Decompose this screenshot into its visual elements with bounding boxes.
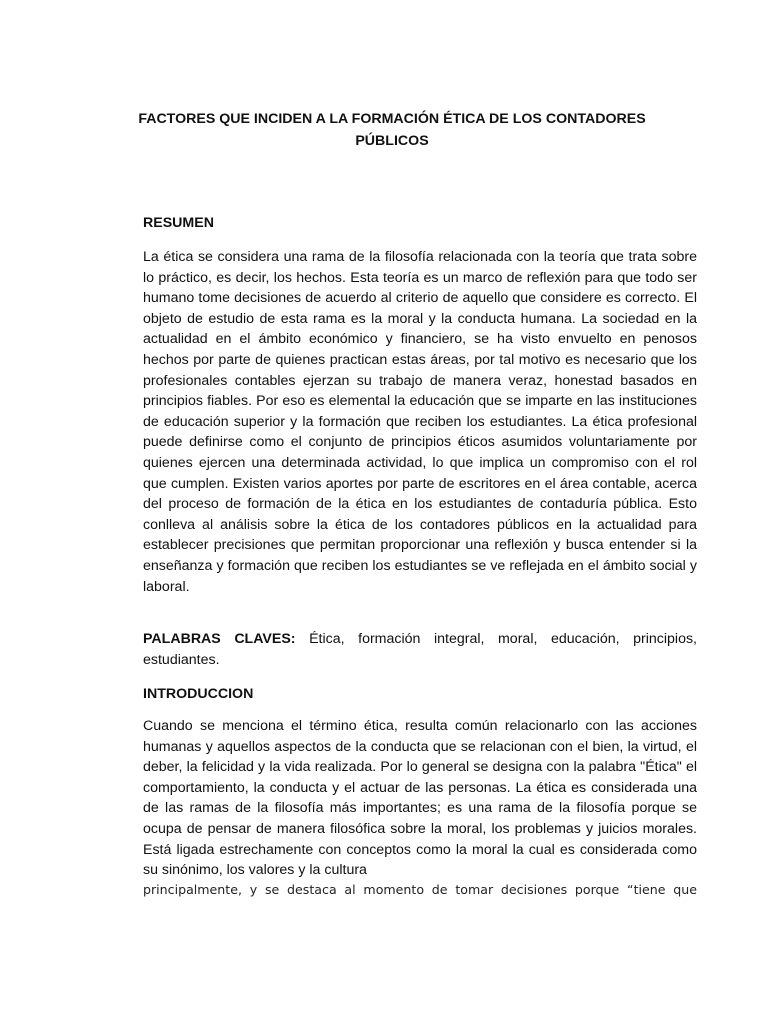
resumen-paragraph: La ética se considera una rama de la filosofía relacionada con la teoría que trata sobre lo práctico, es decir, los hechos. Esta teoría es un marco de reflexión para que todo ser humano tome decisiones de acuerdo al criterio de aquello que considere es correcto. El objeto de estudio de esta rama es la moral y la conducta humana. La sociedad en la actualidad en el ámbito económico y financiero, se ha visto envuelto en penosos hechos por parte de quienes practican estas áreas, por tal motivo es necesario que los profesionales contables ejerzan su trabajo de manera veraz, honestad basados en principios fiables. Por eso es elemental la educación que se imparte en las instituciones de educación superior y la formación que reciben los estudiantes. La ética profesional puede definirse como el conjunto de principios éticos asumidos voluntariamente por quienes ejercen una determinada actividad, lo que implica un compromiso con el rol que cumplen. Existen varios aportes por parte de escritores en el área contable, acerca del proceso de formación de la ética en los estudiantes de contaduría pública. Esto conlleva al análisis sobre la ética de los contadores públicos en la actualidad para establecer precisiones que permitan proporcionar una reflexión y busca entender si la enseñanza y formación que reciben los estudiantes se ve reflejada en el ámbito social y laboral.	[143, 249, 697, 595]
introduccion-continuation-line: principalmente, y se destaca al momento de tomar decisiones porque “tiene que	[143, 882, 697, 897]
introduccion-paragraph: Cuando se menciona el término ética, resulta común relacionarlo con las acciones humanas y aquellos aspectos de la conducta que se relacionan con el bien, la virtud, el deber, la felicidad y la vida realizada. Por lo general se designa con la palabra "Ética" el comportamiento, la conducta y el actuar de las personas. La ética es considerada una de las ramas de la filosofía más importantes; es una rama de la filosofía porque se ocupa de pensar de manera filosófica sobre la moral, los problemas y juicios morales. Está ligada estrechamente con conceptos como la moral la cual es considerada como su sinónimo, los valores y la cultura	[143, 718, 697, 879]
keywords-label: PALABRAS CLAVES:	[143, 631, 296, 647]
introduccion-heading: INTRODUCCION	[143, 686, 254, 702]
resumen-heading: RESUMEN	[143, 215, 214, 231]
keywords-text: Ética, formación integral, moral, educación, principios, estudiantes.	[143, 631, 698, 668]
keywords-paragraph	[143, 629, 697, 670]
document-title: FACTORES QUE INCIDEN A LA FORMACIÓN ÉTICA DE LOS CONTADORES PÚBLICOS	[138, 111, 646, 149]
